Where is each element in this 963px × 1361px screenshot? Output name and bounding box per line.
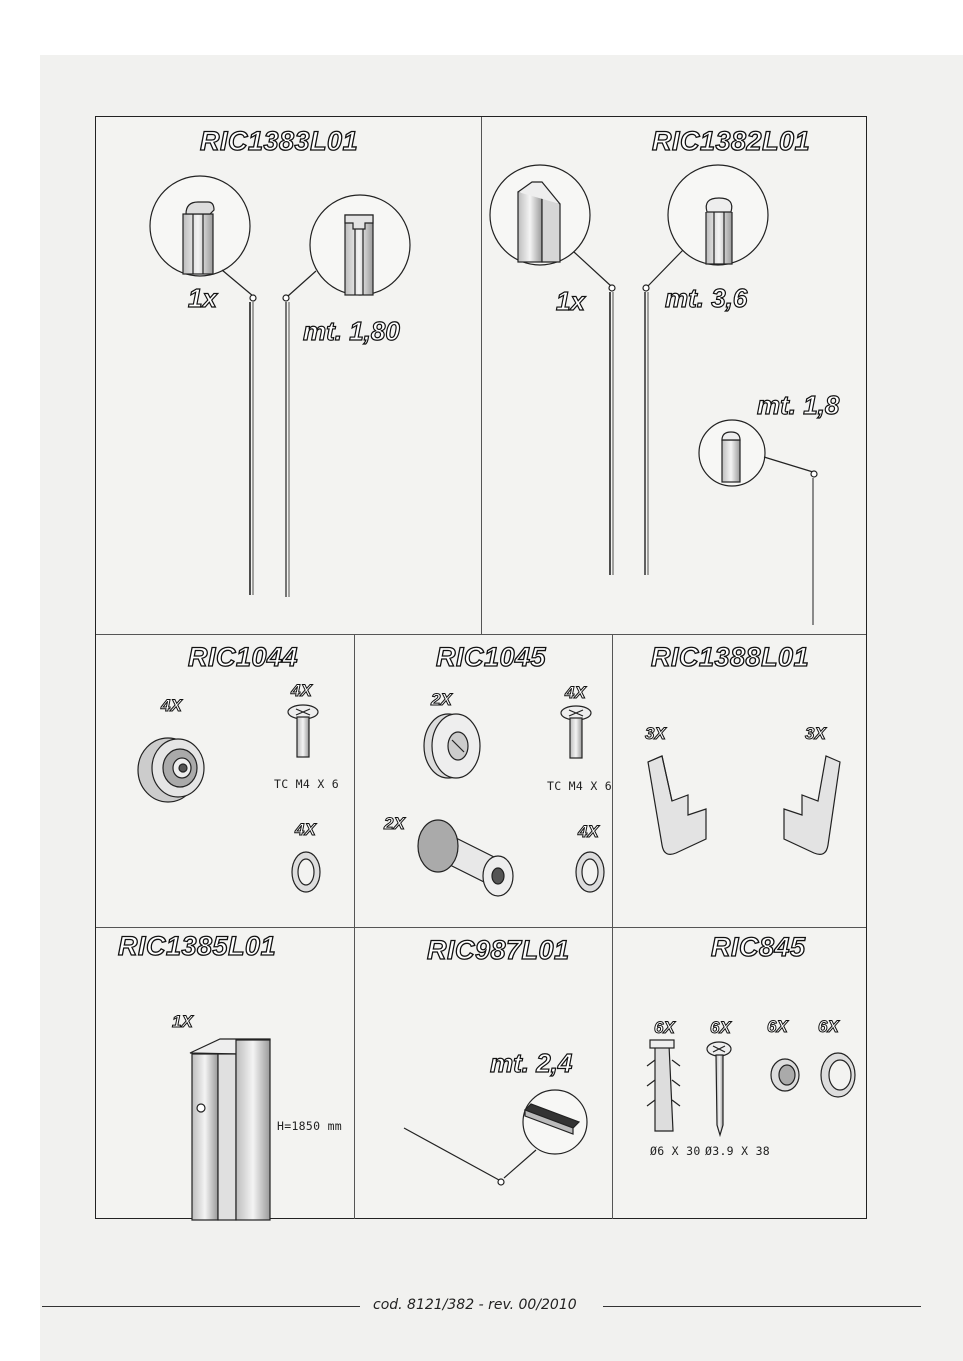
ric1388-clip-left: [648, 756, 706, 854]
quantity-label: 6X: [767, 1017, 788, 1036]
quantity-label: 3X: [805, 724, 826, 743]
part-code: RIC1385L01: [118, 931, 277, 961]
quantity-label: 6X: [654, 1018, 675, 1037]
quantity-label: 6X: [710, 1018, 731, 1037]
part-code: RIC1045: [436, 642, 547, 672]
ric845-cap-large: [821, 1053, 855, 1097]
ric1382-seal-detail: [699, 420, 765, 486]
length-label: mt. 3,6: [665, 283, 748, 313]
quantity-label: 1X: [172, 1012, 193, 1031]
part-code: RIC1383L01: [200, 126, 359, 156]
part-code: RIC1382L01: [652, 126, 811, 156]
ric1044-wheel: [138, 738, 204, 802]
footer-rule-left: [42, 1306, 360, 1307]
quantity-label: 2X: [384, 814, 405, 833]
screw-spec: Ø3.9 X 38: [705, 1144, 771, 1158]
quantity-label: 4X: [295, 820, 316, 839]
ric1383-gasket-detail: [150, 176, 250, 276]
quantity-label: 3X: [645, 724, 666, 743]
ric987-gasket-detail: [523, 1090, 587, 1154]
length-label: mt. 2,4: [490, 1048, 573, 1078]
ric1045-washer: [576, 852, 604, 892]
ric1388-clip-right: [784, 756, 840, 854]
quantity-label: 4X: [291, 681, 312, 700]
part-code: RIC845: [711, 932, 806, 962]
screw-spec: TC M4 X 6: [274, 777, 340, 791]
plug-spec: Ø6 X 30: [650, 1144, 701, 1158]
part-code: RIC1388L01: [651, 642, 810, 672]
ric1044-screw: [288, 705, 318, 757]
quantity-label: 4X: [565, 683, 586, 702]
ric845-wall-plug: [647, 1040, 680, 1131]
ric1383-profile-detail: [310, 195, 410, 295]
ric1385-profile: [190, 1039, 270, 1220]
quantity-label: 4X: [161, 696, 182, 715]
ric1044-washer: [292, 852, 320, 892]
ric845-screw: [707, 1042, 731, 1135]
length-label: mt. 1,8: [757, 390, 840, 420]
part-code: RIC1044: [188, 642, 299, 672]
ric1045-bushing: [424, 714, 480, 778]
quantity-label: 2X: [431, 690, 452, 709]
document-code: cod. 8121/382 - rev. 00/2010: [373, 1297, 577, 1313]
ric1045-spacer: [418, 820, 513, 896]
quantity-label: 6X: [818, 1017, 839, 1036]
quantity-label: 1x: [556, 286, 585, 316]
quantity-label: 4X: [578, 822, 599, 841]
ric1382-profile-detail: [490, 165, 590, 265]
quantity-label: 1x: [188, 283, 217, 313]
screw-spec: TC M4 X 6: [547, 779, 613, 793]
ric845-cap-small: [771, 1059, 799, 1091]
footer-rule-right: [603, 1306, 921, 1307]
length-label: mt. 1,80: [303, 316, 400, 346]
height-spec: H=1850 mm: [277, 1119, 343, 1133]
part-code: RIC987L01: [427, 935, 570, 965]
ric1045-screw: [561, 706, 591, 758]
